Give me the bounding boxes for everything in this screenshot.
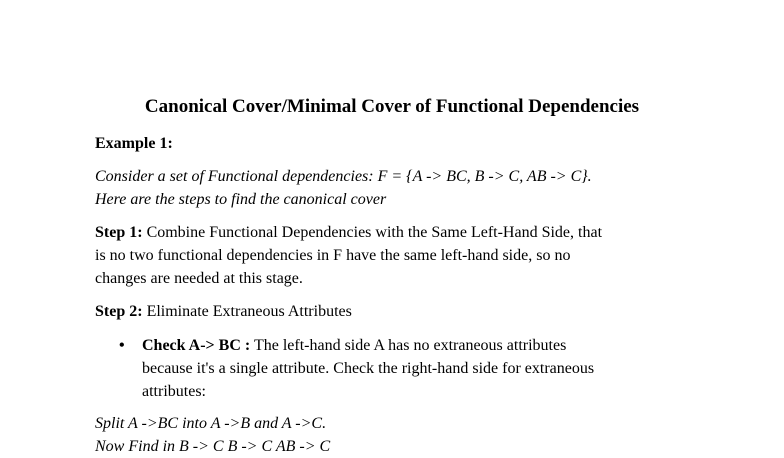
bullet-line-1 <box>142 334 682 357</box>
step-2-label: Step 2: <box>95 303 143 320</box>
intro-paragraph <box>95 165 695 211</box>
bullet-text-1: The left-hand side A has no extraneous attributes <box>250 337 567 354</box>
partial-cut-line: Now Find in B -> C B -> C AB -> C <box>95 438 331 455</box>
document-title: Canonical Cover/Minimal Cover of Functional Dependencies <box>144 96 640 117</box>
bullet-text <box>142 334 682 403</box>
bullet-dot-icon: • <box>119 337 125 354</box>
split-line: Split A ->BC into A ->B and A ->C. <box>95 415 327 432</box>
step-1-label: Step 1: <box>95 224 143 241</box>
intro-line-2: Here are the steps to find the canonical cover <box>95 191 387 208</box>
example-heading: Example 1: <box>95 135 173 152</box>
bullet-label: Check A-> BC : <box>142 337 251 354</box>
step-1-text-1: Combine Functional Dependencies with the Same Left-Hand Side, that <box>142 224 603 241</box>
step-2-paragraph <box>95 300 695 323</box>
step-2-text: Eliminate Extraneous Attributes <box>142 303 352 320</box>
step-1-paragraph <box>95 221 695 290</box>
bullet-line-2: because it's a single attribute. Check the right-hand side for extraneous <box>142 360 595 377</box>
step-1-line-2: is no two functional dependencies in F have the same left-hand side, so no <box>95 247 571 264</box>
bullet-line-3: attributes: <box>142 383 206 400</box>
intro-line-1: Consider a set of Functional dependencies: F = {A -> BC, B -> C, AB -> C}. <box>95 168 592 185</box>
step-1-line-1 <box>95 221 695 244</box>
step-1-line-3: changes are needed at this stage. <box>95 270 303 287</box>
